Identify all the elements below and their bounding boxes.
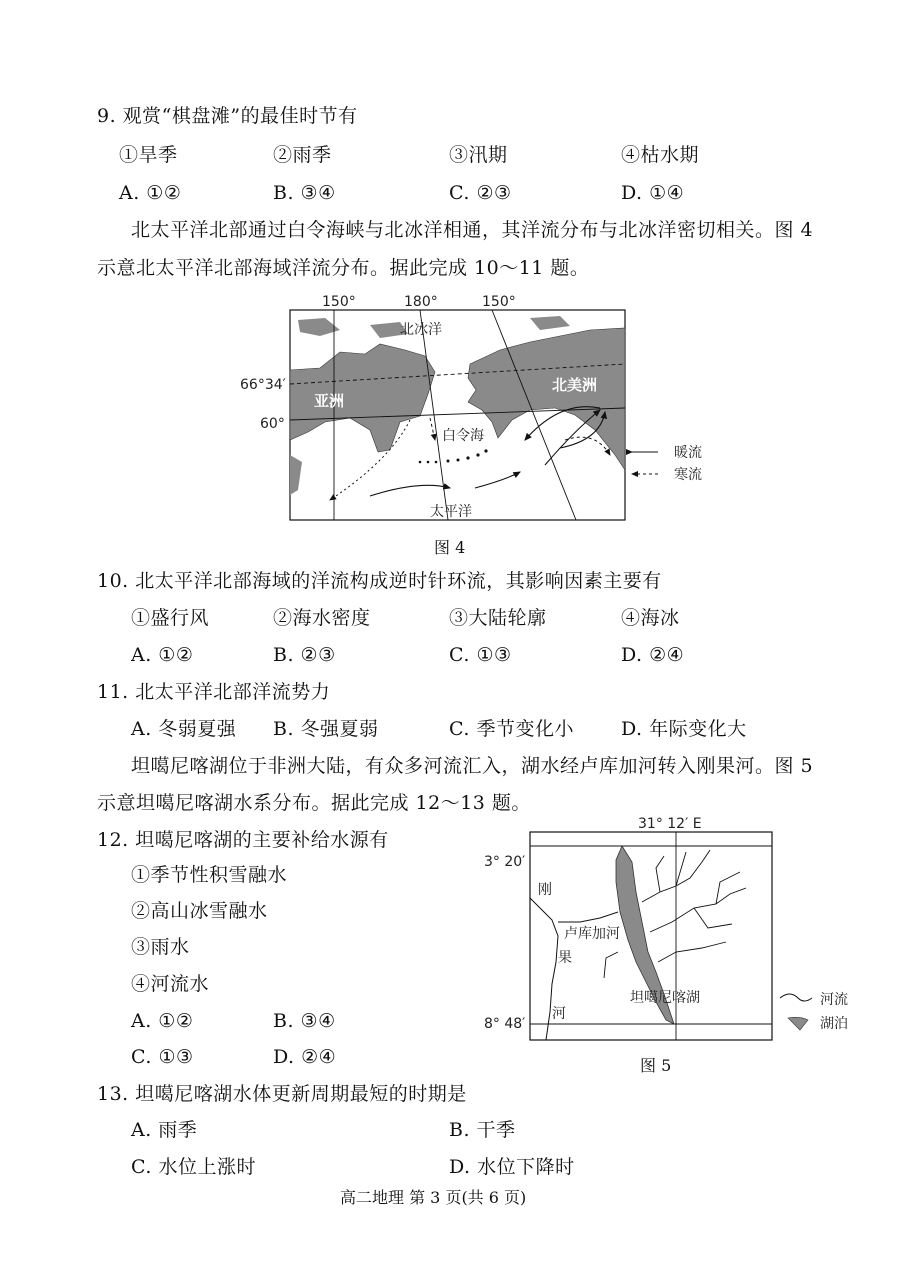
label-congo-1: 刚 — [538, 882, 552, 898]
legend-lake: 湖泊 — [820, 1016, 848, 1032]
intro1-line2: 示意北太平洋北部海域洋流分布。据此完成 10～11 题。 — [97, 257, 590, 279]
legend-warm-current: 暖流 — [674, 445, 702, 461]
q12-stem: 12. 坦噶尼喀湖的主要补给水源有 — [97, 829, 389, 851]
q9-item-1: ①旱季 — [119, 144, 178, 166]
q9-stem: 9. 观赏“棋盘滩”的最佳时节有 — [97, 105, 358, 127]
q13-choice-c: C. 水位上涨时 — [131, 1156, 256, 1178]
q12-item-4: ④河流水 — [131, 973, 210, 995]
legend-river: 河流 — [820, 992, 848, 1008]
q10-choice-d: D. ②④ — [621, 644, 685, 666]
q9-choice-b: B. ③④ — [273, 182, 336, 204]
q10-choice-b: B. ②③ — [273, 644, 336, 666]
q12-choice-c: C. ①③ — [131, 1046, 194, 1068]
label-pacific-ocean: 太平洋 — [430, 504, 472, 520]
lon-label-3: 150° — [482, 294, 516, 310]
lon-label-1: 150° — [322, 294, 356, 310]
figure5-map — [480, 812, 860, 1044]
intro2-line1: 坦噶尼喀湖位于非洲大陆，有众多河流汇入，湖水经卢库加河转入刚果河。图 5 — [131, 755, 814, 777]
label-lukuga-river: 卢库加河 — [564, 926, 620, 942]
q10-item-4: ④海冰 — [621, 607, 680, 629]
q9-item-4: ④枯水期 — [621, 144, 700, 166]
q10-choice-a: A. ①② — [131, 644, 194, 666]
lon-label-2: 180° — [404, 294, 438, 310]
q11-choice-c: C. 季节变化小 — [449, 718, 574, 740]
label-north-america: 北美洲 — [552, 376, 598, 394]
label-congo-3: 河 — [552, 1006, 566, 1022]
figure4-caption: 图 4 — [434, 538, 466, 557]
q13-stem: 13. 坦噶尼喀湖水体更新周期最短的时期是 — [97, 1083, 467, 1105]
label-bering-sea: 白令海 — [442, 428, 484, 444]
intro2-line2: 示意坦噶尼喀湖水系分布。据此完成 12～13 题。 — [97, 792, 531, 814]
q12-item-2: ②高山冰雪融水 — [131, 900, 268, 922]
lat-label-60: 60° — [260, 416, 285, 432]
q9-item-2: ②雨季 — [273, 144, 332, 166]
q12-choice-d: D. ②④ — [273, 1046, 337, 1068]
q10-item-3: ③大陆轮廓 — [449, 607, 547, 629]
q11-choice-b: B. 冬强夏弱 — [273, 718, 379, 740]
fig5-lon-label: 31° 12′ E — [638, 816, 702, 832]
q10-stem: 10. 北太平洋北部海域的洋流构成逆时针环流，其影响因素主要有 — [97, 570, 662, 592]
q9-choice-a: A. ①② — [119, 182, 182, 204]
figure4-map — [230, 290, 720, 530]
label-lake-tanganyika: 坦噶尼喀湖 — [630, 990, 700, 1006]
lat-label-arctic-circle: 66°34′ — [240, 377, 286, 393]
fig5-lat-bottom: 8° 48′ — [484, 1016, 526, 1032]
legend-cold-current: 寒流 — [674, 467, 702, 483]
fig5-lat-top: 3° 20′ — [484, 854, 526, 870]
page-footer: 高二地理 第 3 页(共 6 页) — [340, 1188, 527, 1207]
q11-choice-a: A. 冬弱夏强 — [131, 718, 237, 740]
q11-choice-d: D. 年际变化大 — [621, 718, 747, 740]
q13-choice-a: A. 雨季 — [131, 1119, 198, 1141]
q12-choice-a: A. ①② — [131, 1010, 194, 1032]
intro1-line1: 北太平洋北部通过白令海峡与北冰洋相通，其洋流分布与北冰洋密切相关。图 4 — [131, 219, 814, 241]
q13-choice-d: D. 水位下降时 — [449, 1156, 575, 1178]
figure5-caption: 图 5 — [640, 1056, 672, 1075]
q9-item-3: ③汛期 — [449, 144, 508, 166]
label-asia: 亚洲 — [314, 392, 345, 410]
q12-item-3: ③雨水 — [131, 936, 190, 958]
label-arctic-ocean: 北冰洋 — [400, 322, 442, 338]
q13-choice-b: B. 干季 — [449, 1119, 516, 1141]
q10-choice-c: C. ①③ — [449, 644, 512, 666]
q12-item-1: ①季节性积雪融水 — [131, 864, 288, 886]
q10-item-2: ②海水密度 — [273, 607, 371, 629]
q12-choice-b: B. ③④ — [273, 1010, 336, 1032]
label-congo-2: 果 — [558, 950, 572, 966]
q9-choice-c: C. ②③ — [449, 182, 512, 204]
q11-stem: 11. 北太平洋北部洋流势力 — [97, 681, 331, 703]
q10-item-1: ①盛行风 — [131, 607, 210, 629]
q9-choice-d: D. ①④ — [621, 182, 685, 204]
